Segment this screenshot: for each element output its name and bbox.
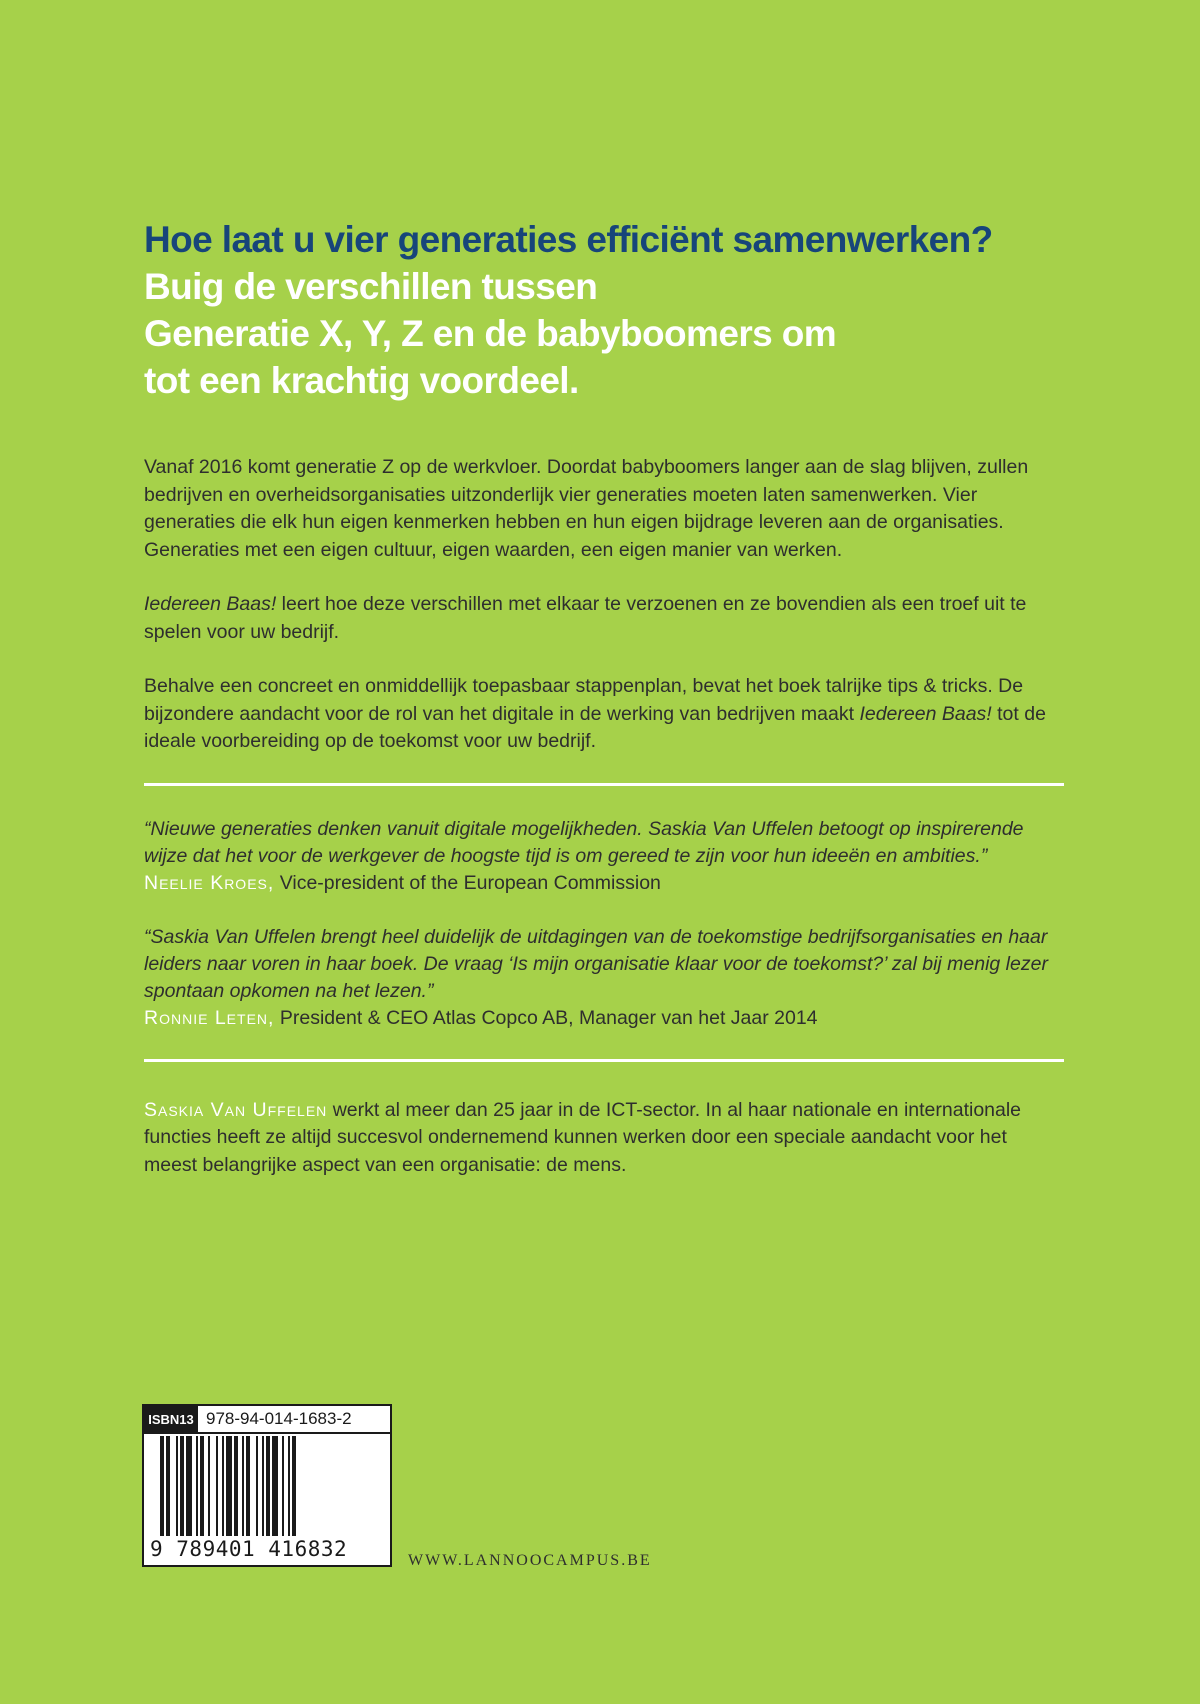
headline-line-4: tot een krachtig voordeel. [144,360,579,401]
intro-paragraph-3-text: Behalve een concreet en onmiddellijk toepasbaar stappenplan, bevat het boek talrijke tips & tricks. De bijzondere aandacht voor de rol van het digitale in de werking van bedrijven maakt [144,675,1024,725]
intro-paragraph-3-end: tot de ideale voorbereiding op de toekomst voor uw bedrijf. [144,702,1046,752]
quote-attribution [144,870,1064,897]
quote-attribution [144,1005,1064,1032]
headline-line-2: Buig de verschillen tussen [144,266,598,307]
quote-author: Ronnie Leten, [144,1006,275,1029]
publisher-website: WWW.LANNOOCAMPUS.BE [408,1552,652,1569]
headline [144,216,1064,404]
isbn-header [144,1406,390,1434]
ean-digits: 9 789401 416832 [150,1537,348,1561]
isbn-label: ISBN13 [144,1406,198,1432]
headline-line-3: Generatie X, Y, Z en de babyboomers om [144,313,837,354]
barcode-icon [154,1436,380,1536]
author-bio-body: werkt al meer dan 25 jaar in de ICT-sector. In al haar nationale en internationale functies heeft ze altijd succesvol ondernemend kunnen werken door een speciale aandacht voor het meest belangrijke aspect van een organisatie: de mens. [144,1098,1022,1176]
quote-author: Neelie Kroes, [144,871,275,894]
author-name: Saskia Van Uffelen [144,1098,328,1121]
isbn-barcode-box [142,1404,392,1567]
intro-paragraph-3 [144,673,1064,756]
intro-section [144,454,1064,756]
quote-author-role: Vice-president of the European Commission [274,871,661,894]
endorsements [144,786,1064,1032]
intro-paragraph-2-text: leert hoe deze verschillen met elkaar te verzoenen en ze bovendien als een troef uit te spelen voor uw bedrijf. [144,593,1027,643]
intro-paragraph-1: Vanaf 2016 komt generatie Z op de werkvloer. Doordat babyboomers langer aan de slag blijven, zullen bedrijven en overheidsorganisaties uitzonderlijk vier generaties moeten laten samenwerken. Vier generaties die elk hun eigen kenmerken hebben en hun eigen bijdrage leveren aan de organisaties. Generaties met een eigen cultuur, eigen waarden, een eigen manier van werken. [144,456,1029,561]
intro-paragraph-2 [144,591,1064,646]
isbn-number: 978-94-014-1683-2 [206,1409,352,1428]
quote-text: “Nieuwe generaties denken vanuit digitale mogelijkheden. Saskia Van Uffelen betoogt op inspirerende wijze dat het voor de werkgever de hoogste tijd is om gereed te zijn voor hun ideeën en ambities.” [144,817,1024,867]
headline-question: Hoe laat u vier generaties efficiënt samenwerken? [144,219,993,260]
quote-text: “Saskia Van Uffelen brengt heel duidelijk de uitdagingen van de toekomstige bedrijfsorganisaties en haar leiders naar voren in haar boek. De vraag ‘Is mijn organisatie klaar voor de toekomst?’ zal bij menig lezer spontaan opkomen na het lezen.” [144,925,1048,1002]
author-bio [144,1062,1064,1180]
back-cover-content [144,216,1064,1206]
book-title: Iedereen Baas! [859,702,992,725]
author-bio-text [144,1097,1064,1180]
book-title: Iedereen Baas! [144,593,277,615]
quote-author-role: President & CEO Atlas Copco AB, Manager van het Jaar 2014 [274,1006,818,1029]
